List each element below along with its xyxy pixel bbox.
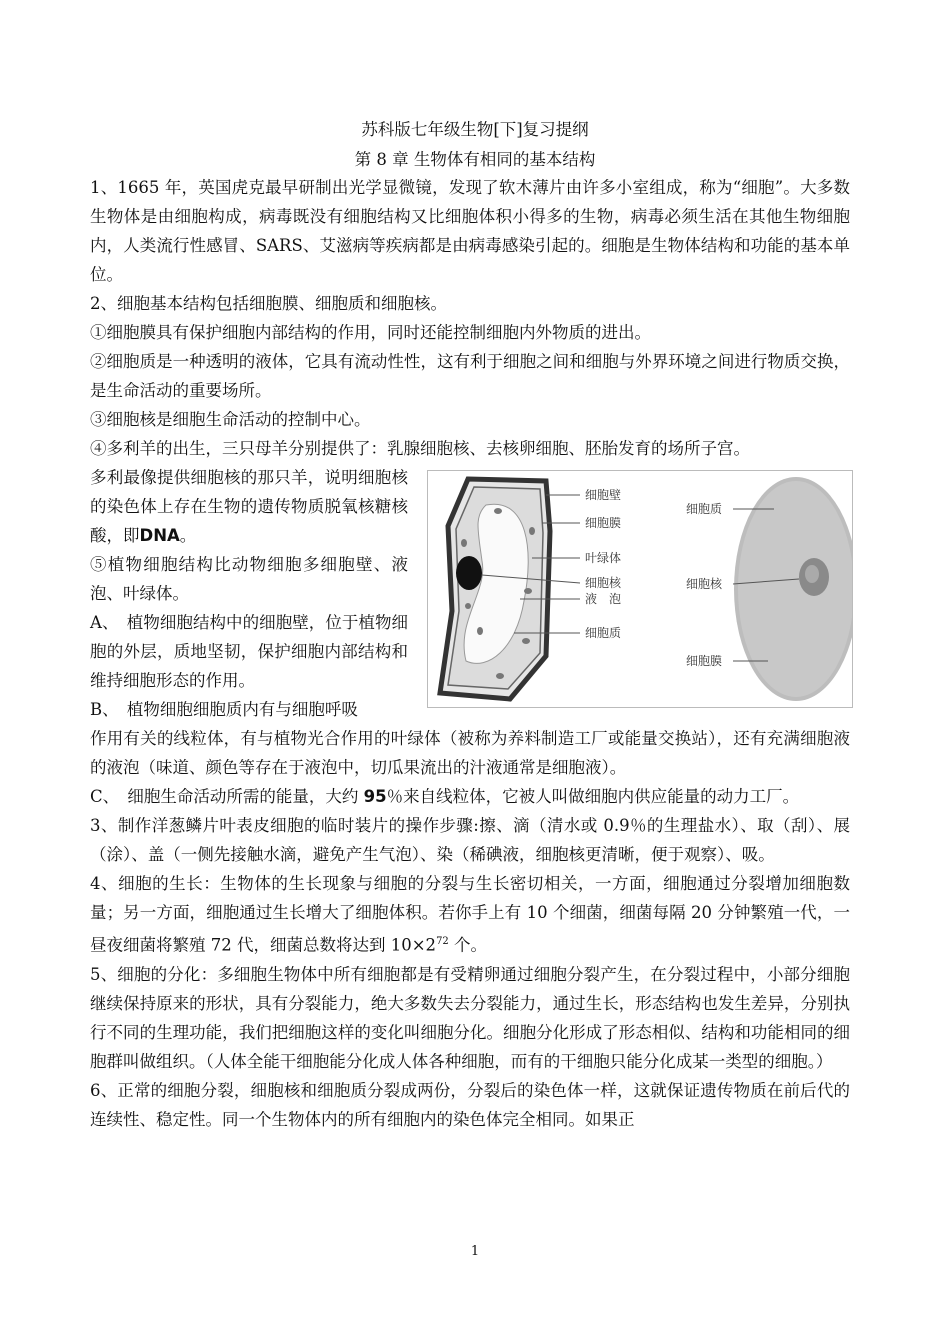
label-cytoplasm: 细胞质	[585, 626, 622, 640]
text-run: 多利最像提供细胞核的那只羊，说明细胞核的染色体上存在生物的遗传物质脱氧核糖核酸，即	[90, 468, 408, 545]
paragraph: ⑤植物细胞结构比动物细胞多细胞壁、液泡、叶绿体。	[90, 555, 408, 603]
animal-cell-drawing	[733, 477, 852, 701]
paragraph	[90, 463, 408, 550]
label-animal-cytoplasm: 细胞质	[686, 502, 723, 516]
paragraph: 5、细胞的分化：多细胞生物体中所有细胞都是有受精卵通过细胞分裂产生，在分裂过程中，小部分细胞继续保持原来的形状，具有分裂能力，绝大多数失去分裂能力，通过生长，形态结构也发生差异，分别执行不同的生理功能，我们把细胞这样的变化叫细胞分化。细胞分化形成了形态相似、结构和功能相同的细胞群叫做组织。（人体全能干细胞能分化成人体各种细胞，而有的干细胞只能分化成某一类型的细胞。）	[90, 964, 850, 1071]
paragraph: A、 植物细胞结构中的细胞壁，位于植物细胞的外层，质地坚韧，保护细胞内部结构和维持细胞形态的作用。	[90, 613, 408, 690]
paragraph: B、 植物细胞细胞质内有与细胞呼吸	[90, 700, 358, 719]
bold-text: 95	[363, 787, 387, 806]
text-run: ％来自线粒体，它被人叫做细胞内供应能量的动力工厂。	[386, 787, 800, 806]
superscript: 72	[436, 936, 449, 947]
plant-cell-drawing	[440, 479, 580, 699]
text-run: 4、细胞的生长：生物体的生长现象与细胞的分裂与生长密切相关，一方面，细胞通过分裂增加细胞数量；另一方面，细胞通过生长增大了细胞体积。若你手上有 10 个细菌，细菌每隔 20 分钟繁殖一代，一昼夜细菌将繁殖 72 代，细菌总数将达到 10×2	[90, 874, 850, 955]
label-cell-wall: 细胞壁	[585, 488, 622, 502]
plant-cell-labels	[585, 488, 622, 640]
paragraph: 2、细胞基本结构包括细胞膜、细胞质和细胞核。	[90, 294, 447, 313]
label-cell-membrane: 细胞膜	[585, 516, 622, 530]
paragraph	[90, 869, 850, 960]
label-nucleus: 细胞核	[585, 576, 622, 590]
cell-diagram	[428, 471, 852, 707]
chapter-heading: 第 8 章 生物体有相同的基本结构	[354, 150, 596, 169]
label-vacuole: 液 泡	[585, 592, 622, 606]
paragraph	[90, 782, 850, 811]
label-chloroplast: 叶绿体	[585, 551, 622, 565]
label-animal-membrane: 细胞膜	[686, 654, 723, 668]
text-run: 。	[179, 526, 197, 545]
paragraph: 3、制作洋葱鳞片叶表皮细胞的临时装片的操作步骤:擦、滴（清水或 0.9％的生理盐水）、取（刮）、展（涂）、盖（一侧先接触水滴，避免产生气泡）、染（稀碘液，细胞核更清晰，便于观察）、吸。	[90, 816, 850, 864]
paragraph: 1、1665 年，英国虎克最早研制出光学显微镜，发现了软木薄片由许多小室组成，称为“细胞”。大多数生物体是由细胞构成，病毒既没有细胞结构又比细胞体积小得多的生物，病毒必须生活在其他生物细胞内，人类流行性感冒、SARS、艾滋病等疾病都是由病毒感染引起的。细胞是生物体结构和功能的基本单位。	[90, 178, 850, 284]
paragraph: ②细胞质是一种透明的液体，它具有流动性性，这有利于细胞之间和细胞与外界环境之间进行物质交换，是生命活动的重要场所。	[90, 352, 850, 400]
paragraph: 6、正常的细胞分裂，细胞核和细胞质分裂成两份，分裂后的染色体一样，这就保证遗传物质在前后代的连续性、稳定性。同一个生物体内的所有细胞内的染色体完全相同。如果正	[90, 1080, 850, 1129]
document-title: 苏科版七年级生物[下]复习提纲	[361, 120, 589, 139]
label-animal-nucleus: 细胞核	[686, 577, 723, 591]
paragraph: 作用有关的线粒体，有与植物光合作用的叶绿体（被称为养料制造工厂或能量交换站），还有充满细胞液的液泡（味道、颜色等存在于液泡中，切瓜果流出的汁液通常是细胞液）。	[90, 729, 850, 777]
paragraph: ③细胞核是细胞生命活动的控制中心。	[90, 410, 371, 429]
page-number: 1	[470, 1244, 480, 1259]
paragraph: ④多利羊的出生，三只母羊分别提供了：乳腺细胞核、去核卵细胞、胚胎发育的场所子宫。	[90, 439, 750, 458]
text-run: 个。	[448, 935, 488, 955]
bold-text: DNA	[139, 526, 180, 545]
text-run: C、 细胞生命活动所需的能量，大约	[90, 787, 364, 806]
paragraph: ①细胞膜具有保护细胞内部结构的作用，同时还能控制细胞内外物质的进出。	[90, 323, 651, 342]
animal-cell-labels	[686, 501, 723, 668]
cell-diagram-figure	[427, 470, 853, 708]
